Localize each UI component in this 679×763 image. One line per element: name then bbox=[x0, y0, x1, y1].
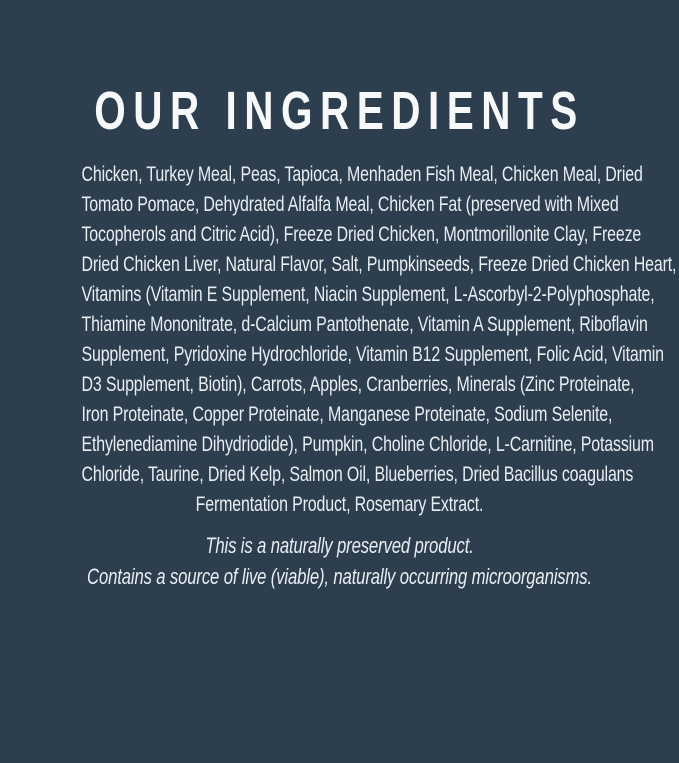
ingredient-line: Thiamine Mononitrate, d-Calcium Pantothenate, Vitamin A Supplement, Riboflavin bbox=[81, 313, 648, 336]
ingredient-line: Iron Proteinate, Copper Proteinate, Manganese Proteinate, Sodium Selenite, bbox=[81, 403, 613, 426]
ingredient-line: Chicken, Turkey Meal, Peas, Tapioca, Menhaden Fish Meal, Chicken Meal, Dried bbox=[81, 163, 643, 186]
ingredients-panel bbox=[0, 81, 679, 763]
ingredient-line: Supplement, Pyridoxine Hydrochloride, Vitamin B12 Supplement, Folic Acid, Vitamin bbox=[81, 343, 664, 366]
ingredient-line: Ethylenediamine Dihydriodide), Pumpkin, Choline Chloride, L-Carnitine, Potassium bbox=[81, 433, 654, 456]
ingredient-line: Vitamins (Vitamin E Supplement, Niacin Supplement, L-Ascorbyl-2-Polyphosphate, bbox=[81, 283, 655, 306]
page-title: OUR INGREDIENTS bbox=[94, 81, 585, 141]
ingredient-line: Chloride, Taurine, Dried Kelp, Salmon Oil, Blueberries, Dried Bacillus coagulans bbox=[81, 463, 634, 486]
ingredient-line: D3 Supplement, Biotin), Carrots, Apples, Cranberries, Minerals (Zinc Proteinate, bbox=[81, 373, 635, 396]
ingredient-line: Fermentation Product, Rosemary Extract. bbox=[195, 493, 484, 516]
note-live-microorganisms: Contains a source of live (viable), naturally occurring microorganisms. bbox=[87, 564, 592, 589]
ingredients-paragraph bbox=[81, 160, 677, 520]
ingredient-line: Tocopherols and Citric Acid), Freeze Dried Chicken, Montmorillonite Clay, Freeze bbox=[81, 223, 642, 246]
notes-section bbox=[81, 530, 597, 592]
ingredient-line: Tomato Pomace, Dehydrated Alfalfa Meal, Chicken Fat (preserved with Mixed bbox=[81, 193, 619, 216]
note-naturally-preserved: This is a naturally preserved product. bbox=[205, 533, 474, 558]
ingredient-line: Dried Chicken Liver, Natural Flavor, Salt, Pumpkinseeds, Freeze Dried Chicken Heart, bbox=[81, 253, 677, 276]
